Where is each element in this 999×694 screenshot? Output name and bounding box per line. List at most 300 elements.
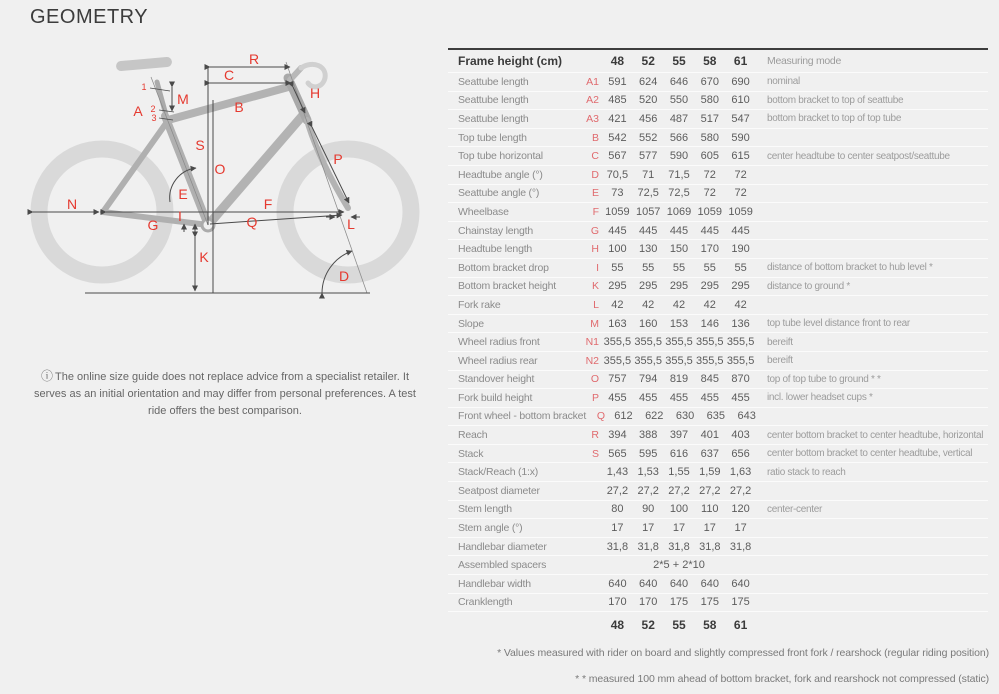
row-value: 55 (642, 261, 655, 274)
row-value: 845 (700, 373, 719, 386)
row-label: Slope (458, 317, 484, 330)
saddle (116, 57, 173, 72)
row-values (602, 94, 756, 106)
row-value: 421 (608, 112, 627, 125)
row-value: 542 (608, 131, 627, 144)
row-label: Assembled spacers (458, 559, 547, 572)
row-code: A3 (586, 112, 599, 125)
table-row (448, 147, 988, 166)
row-label: Headtube length (458, 243, 533, 256)
row-value: 630 (675, 410, 695, 423)
row-value: 520 (639, 94, 658, 107)
row-value: 355,5 (634, 336, 662, 349)
row-value: 1059 (605, 205, 630, 218)
row-values (602, 522, 756, 534)
row-value: 160 (639, 317, 658, 330)
row-values (602, 187, 756, 199)
row-value: 295 (639, 280, 658, 293)
row-measuring-mode: center-center (767, 503, 823, 515)
row-span-value: 2*5 + 2*10 (653, 559, 705, 572)
row-label: Stack/Reach (1:x) (458, 466, 539, 479)
size-value: 61 (733, 618, 748, 633)
row-value: 485 (608, 94, 627, 107)
row-value: 624 (639, 75, 658, 88)
row-value: 455 (639, 391, 658, 404)
diagram-label-B: B (234, 99, 244, 115)
row-code: H (591, 243, 599, 256)
row-value: 355,5 (603, 354, 632, 367)
row-value: 622 (645, 410, 664, 423)
row-value: 567 (608, 150, 627, 163)
row-value: 150 (669, 243, 689, 256)
row-label: Seattube length (458, 75, 529, 88)
row-code: D (591, 168, 599, 181)
row-value: 110 (701, 503, 719, 516)
row-values (602, 466, 756, 478)
table-row (448, 519, 988, 538)
row-value: 635 (706, 410, 726, 423)
row-code: B (591, 131, 599, 144)
row-values (602, 169, 756, 181)
diagram-label-L: L (347, 216, 355, 232)
table-row (448, 203, 988, 222)
row-label: Cranklength (458, 596, 513, 609)
row-label: Bottom bracket height (458, 280, 556, 293)
footnote-2: * * measured 100 mm ahead of bottom bracket, fork and rearshock not compressed (static) (575, 673, 989, 685)
row-value: 170 (700, 243, 719, 256)
row-value: 190 (731, 243, 750, 256)
table-row (448, 333, 988, 352)
row-value: 610 (731, 94, 750, 107)
table-row (448, 371, 988, 390)
row-measuring-mode: ratio stack to reach (767, 466, 846, 478)
row-values (602, 113, 756, 125)
row-measuring-mode: center headtube to center seatpost/seattube (767, 150, 950, 162)
diagram-label-H: H (309, 85, 321, 101)
row-value: 640 (608, 577, 627, 590)
row-value: 355,5 (665, 354, 693, 367)
row-measuring-mode: bottom bracket to top of top tube (767, 113, 902, 125)
row-value: 42 (611, 298, 624, 311)
row-value: 31,8 (729, 540, 752, 553)
table-header-row (448, 50, 988, 73)
row-value: 616 (669, 447, 689, 460)
row-label: Stem length (458, 503, 512, 516)
row-value: 72,5 (637, 187, 659, 200)
row-value: 552 (639, 131, 658, 144)
row-value: 31,8 (606, 540, 629, 553)
row-values (602, 355, 756, 367)
row-value: 55 (672, 261, 686, 274)
row-values (602, 559, 756, 571)
diagram-label-N: N (66, 196, 78, 212)
size-value: 52 (641, 618, 655, 633)
table-row (448, 110, 988, 129)
row-value: 170 (639, 596, 658, 609)
row-value: 612 (614, 410, 633, 423)
diagram-label-P: P (333, 151, 343, 167)
row-value: 55 (611, 261, 624, 274)
row-value: 130 (639, 243, 658, 256)
row-value: 31,8 (699, 540, 721, 553)
diagram-label-E: E (178, 186, 188, 202)
row-value: 355,5 (726, 354, 755, 367)
row-value: 1,53 (637, 466, 659, 479)
diagram-label-I: I (178, 208, 182, 224)
table-row (448, 556, 988, 575)
row-value: 72 (703, 187, 716, 200)
table-row (448, 538, 988, 557)
row-value: 794 (639, 373, 658, 386)
row-value: 445 (700, 224, 719, 237)
row-values (602, 336, 756, 348)
row-values (602, 299, 756, 311)
row-label: Seattube length (458, 112, 529, 125)
row-value: 27,2 (606, 484, 629, 497)
row-measuring-mode: nominal (767, 76, 800, 88)
row-label: Top tube length (458, 131, 527, 144)
row-value: 394 (608, 429, 627, 442)
row-code: P (591, 391, 599, 404)
row-value: 355,5 (696, 354, 724, 367)
table-row (448, 185, 988, 204)
row-value: 550 (669, 94, 689, 107)
row-value: 175 (669, 596, 689, 609)
row-label: Handlebar diameter (458, 540, 547, 553)
row-value: 487 (669, 112, 689, 125)
row-value: 870 (731, 373, 750, 386)
diagram-label-D: D (338, 268, 350, 284)
row-label: Stem angle (°) (458, 522, 523, 535)
table-row (448, 482, 988, 501)
note-text: The online size guide does not replace advice from a specialist retailer. It serves as an initial orientation and may differ from personal preferences. A test ride offers the best comparison. (34, 371, 416, 418)
row-value: 146 (700, 317, 719, 330)
row-code: K (591, 280, 599, 293)
row-value: 580 (700, 94, 719, 107)
row-measuring-mode: center bottom bracket to center headtube, vertical (767, 448, 973, 460)
table-row (448, 575, 988, 594)
row-value: 580 (700, 131, 719, 144)
size-value: 61 (733, 54, 748, 68)
size-value: 48 (610, 618, 625, 633)
row-code: A1 (586, 75, 599, 88)
frame-height-header: Frame height (cm) (458, 54, 563, 68)
row-code: N2 (585, 354, 599, 367)
row-label: Front wheel - bottom bracket (458, 410, 587, 423)
row-value: 355,5 (634, 354, 662, 367)
row-label: Fork rake (458, 298, 501, 311)
table-row (448, 389, 988, 408)
row-value: 27,2 (699, 484, 721, 497)
row-value: 388 (639, 429, 658, 442)
row-value: 1,43 (606, 466, 629, 479)
row-values (602, 280, 756, 292)
row-value: 17 (611, 522, 624, 535)
table-row (448, 594, 988, 613)
handlebar (301, 64, 325, 87)
row-measuring-mode: bereift (767, 355, 793, 367)
row-code: R (591, 429, 599, 442)
row-value: 397 (669, 429, 689, 442)
row-value: 355,5 (665, 336, 693, 349)
row-label: Reach (458, 429, 488, 442)
row-value: 1,63 (729, 466, 752, 479)
row-value: 55 (734, 261, 747, 274)
row-label: Wheel radius rear (458, 354, 538, 367)
row-value: 565 (608, 447, 627, 460)
row-value: 605 (700, 150, 719, 163)
diagram-label-F: F (263, 196, 273, 212)
row-value: 31,8 (637, 540, 659, 553)
row-measuring-mode: distance to ground * (767, 280, 850, 292)
row-value: 640 (700, 577, 719, 590)
row-value: 17 (734, 522, 747, 535)
row-measuring-mode: incl. lower headset cups * (767, 392, 873, 404)
row-code: Q (596, 410, 606, 423)
row-label: Stack (458, 447, 484, 460)
size-guide-note (30, 367, 420, 420)
row-value: 175 (731, 596, 750, 609)
table-row (448, 166, 988, 185)
row-measuring-mode: top of top tube to ground * * (767, 373, 881, 385)
row-value: 72,5 (668, 187, 690, 200)
footnotes (497, 640, 989, 692)
row-value: 640 (639, 577, 658, 590)
table-row (448, 352, 988, 371)
size-value: 55 (672, 618, 686, 633)
row-values (602, 503, 756, 515)
row-value: 517 (700, 112, 719, 125)
row-values (602, 76, 756, 88)
row-value: 690 (731, 75, 750, 88)
row-value: 456 (639, 112, 658, 125)
row-values (602, 373, 756, 385)
row-code: S (591, 447, 599, 460)
row-measuring-mode: distance of bottom bracket to hub level * (767, 262, 933, 274)
row-values (602, 448, 756, 460)
measuring-mode-header: Measuring mode (767, 55, 842, 67)
row-value: 73 (611, 187, 624, 200)
row-value: 295 (700, 280, 719, 293)
row-values (602, 429, 756, 441)
row-value: 445 (608, 224, 627, 237)
row-value: 445 (639, 224, 658, 237)
table-row (448, 315, 988, 334)
row-values (602, 596, 756, 608)
row-value: 355,5 (603, 336, 632, 349)
row-value: 403 (731, 429, 750, 442)
row-value: 643 (737, 410, 756, 423)
row-value: 170 (608, 596, 627, 609)
row-value: 42 (672, 298, 686, 311)
diagram-label-K: K (199, 249, 209, 265)
size-value: 52 (641, 54, 655, 68)
row-value: 17 (642, 522, 655, 535)
page-title: GEOMETRY (30, 6, 149, 28)
row-value: 637 (700, 447, 719, 460)
row-values (608, 410, 762, 422)
row-value: 656 (731, 447, 750, 460)
row-values (602, 541, 756, 553)
row-value: 590 (669, 150, 689, 163)
row-value: 295 (608, 280, 627, 293)
table-row (448, 426, 988, 445)
row-value: 295 (669, 280, 689, 293)
size-value: 58 (703, 618, 717, 633)
diagram-label-A: A (133, 103, 143, 119)
row-value: 1059 (728, 205, 753, 218)
row-values (602, 318, 756, 330)
row-value: 615 (731, 150, 750, 163)
diagram-label-S: S (195, 137, 205, 153)
row-value: 175 (700, 596, 719, 609)
row-values (602, 132, 756, 144)
row-code: G (590, 224, 599, 237)
row-value: 455 (700, 391, 719, 404)
table-row (448, 259, 988, 278)
row-code: M (590, 317, 599, 330)
row-value: 577 (639, 150, 658, 163)
row-value: 1059 (697, 205, 723, 218)
row-label: Wheel radius front (458, 336, 540, 349)
row-value: 1069 (666, 205, 692, 218)
row-values (602, 225, 756, 237)
row-value: 163 (608, 317, 627, 330)
row-value: 80 (611, 503, 624, 516)
size-value: 55 (672, 54, 686, 68)
row-value: 670 (700, 75, 719, 88)
table-row (448, 445, 988, 464)
row-value: 17 (703, 522, 716, 535)
row-value: 27,2 (729, 484, 752, 497)
row-label: Seattube angle (°) (458, 187, 540, 200)
row-value: 55 (703, 261, 716, 274)
row-value: 757 (608, 373, 627, 386)
row-values (602, 243, 756, 255)
bike-geometry-diagram (20, 40, 440, 340)
row-label: Fork build height (458, 391, 533, 404)
size-value: 58 (703, 54, 717, 68)
row-code: F (592, 205, 599, 218)
row-value: 445 (731, 224, 750, 237)
row-value: 31,8 (668, 540, 690, 553)
row-value: 100 (608, 243, 627, 256)
row-value: 595 (639, 447, 658, 460)
row-value: 640 (731, 577, 750, 590)
diagram-label-Q: Q (246, 214, 258, 230)
row-value: 455 (608, 391, 627, 404)
diagram-label-O: O (214, 161, 226, 177)
row-value: 72 (703, 168, 716, 181)
row-measuring-mode: top tube level distance front to rear (767, 318, 910, 330)
row-value: 72 (734, 187, 747, 200)
row-label: Bottom bracket drop (458, 261, 549, 274)
size-columns-header (602, 54, 756, 68)
row-label: Handlebar width (458, 577, 531, 590)
diagram-label-2: 2 (150, 104, 156, 114)
table-row (448, 501, 988, 520)
row-measuring-mode: center bottom bracket to center headtube, horizontal (767, 429, 984, 441)
table-row (448, 463, 988, 482)
diagram-label-3: 3 (151, 113, 157, 123)
table-row (448, 296, 988, 315)
row-value: 819 (669, 373, 689, 386)
row-value: 355,5 (726, 336, 755, 349)
row-measuring-mode: bottom bracket to top of seattube (767, 94, 904, 106)
info-icon: ⓘ (40, 369, 53, 383)
row-value: 1,59 (699, 466, 721, 479)
row-code: N1 (585, 336, 599, 349)
diagram-label-C: C (223, 67, 235, 83)
row-value: 71,5 (668, 168, 690, 181)
row-label: Chainstay length (458, 224, 534, 237)
row-value: 401 (700, 429, 719, 442)
row-code: O (590, 373, 599, 386)
row-value: 42 (642, 298, 655, 311)
row-values (602, 392, 756, 404)
size-value: 48 (610, 54, 625, 68)
row-value: 295 (731, 280, 750, 293)
diagram-label-M: M (177, 91, 189, 107)
row-value: 455 (669, 391, 689, 404)
row-value: 27,2 (637, 484, 659, 497)
row-values (602, 485, 756, 497)
row-value: 71 (642, 168, 655, 181)
table-row (448, 222, 988, 241)
row-label: Headtube angle (°) (458, 168, 543, 181)
row-value: 42 (734, 298, 747, 311)
row-value: 1,55 (668, 466, 690, 479)
row-value: 547 (731, 112, 750, 125)
row-label: Standover height (458, 373, 535, 386)
row-values (602, 262, 756, 274)
row-label: Wheelbase (458, 205, 509, 218)
table-row (448, 73, 988, 92)
row-label: Seatpost diameter (458, 484, 540, 497)
diagram-label-R: R (248, 51, 260, 67)
row-value: 445 (669, 224, 689, 237)
row-value: 72 (734, 168, 747, 181)
row-value: 1057 (635, 205, 661, 218)
table-row (448, 408, 988, 427)
table-footer-row (448, 612, 988, 638)
bike-diagram-svg (20, 40, 440, 340)
row-measuring-mode: bereift (767, 336, 793, 348)
row-label: Seattube length (458, 94, 529, 107)
row-values (602, 206, 756, 218)
row-value: 27,2 (668, 484, 690, 497)
table-row (448, 278, 988, 297)
row-value: 136 (731, 317, 750, 330)
row-value: 455 (731, 391, 750, 404)
size-columns-footer (602, 618, 756, 632)
diagram-label-1: 1 (141, 82, 147, 92)
row-value: 153 (669, 317, 689, 330)
row-code: I (596, 261, 599, 274)
table-body (448, 73, 988, 612)
row-code: C (591, 150, 599, 163)
footnote-1: * Values measured with rider on board and slightly compressed front fork / rearshock (regular riding position) (497, 647, 989, 659)
row-code: E (591, 187, 599, 200)
row-values (602, 578, 756, 590)
row-value: 591 (608, 75, 627, 88)
row-value: 42 (703, 298, 716, 311)
row-label: Top tube horizontal (458, 150, 543, 163)
table-row (448, 92, 988, 111)
row-value: 566 (669, 131, 689, 144)
row-value: 90 (642, 503, 655, 516)
row-value: 646 (669, 75, 689, 88)
